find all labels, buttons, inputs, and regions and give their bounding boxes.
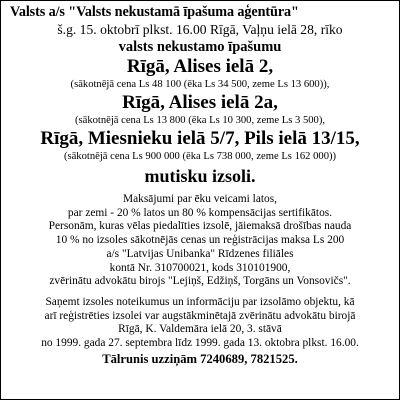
organizer-title: Valsts a/s "Valsts nekustamā īpašuma aģentūra" [10, 4, 299, 20]
auction-type-heading: mutisku izsoli. [144, 166, 256, 186]
property-address-3: Rīgā, Miesnieku ielā 5/7, Pils ielā 13/15, [40, 128, 360, 149]
contact-phone: Tālrunis uzziņām 7240689, 7821525. [102, 351, 298, 366]
payment-line: zvērinātu advokātu birojs "Lejiņš, Edžiņš, Torgāns un Vonsovičs". [49, 275, 351, 288]
payment-line: par zemi - 20 % latos un 80 % kompensācijas sertifikātos. [67, 206, 333, 219]
payment-line: Maksājumi par ēku veicami latos, [122, 193, 278, 205]
registration-line: Rīgā, K. Valdemāra ielā 20, 3. stāvā [118, 323, 282, 336]
payment-line: Personām, kuras vēlas piedalīties izsolē, jāiemaksā drošības nauda [48, 220, 352, 233]
property-address-1: Rīgā, Alises ielā 2, [126, 56, 274, 77]
registration-line: arī reģistrēties izsolei var augstākminētajā zvērinātu advokātu birojā [44, 309, 356, 322]
property-price-1: (sākotnējā cena Ls 48 100 (ēka Ls 34 500, zeme Ls 13 600)), [70, 79, 330, 90]
auction-subject: valsts nekustamo īpašumu [118, 39, 282, 55]
payment-line: 10 % no izsoles sākotnējās cenas un reģistrācijas maksa Ls 200 [55, 234, 345, 247]
property-price-2: (sākotnējā cena Ls 13 800 (ēka Ls 10 300, zeme Ls 3 500), [74, 115, 326, 126]
auction-date-location: š.g. 15. oktobrī plkst. 16.00 Rīgā, Vaļņu ielā 28, rīko [57, 22, 343, 37]
payment-line: a/s "Latvijas Unibanka" Rīdzenes filiāles [106, 247, 294, 260]
property-address-2: Rīgā, Alises ielā 2a, [122, 92, 278, 113]
registration-line: Saņemt izsoles noteikumus un informāciju par izsolāmo objektu, kā [45, 295, 355, 308]
property-price-3: (sākotnējā cena Ls 900 000 (ēka Ls 738 000, zeme Ls 162 000)) [63, 151, 337, 162]
payment-line: kontā Nr. 310700021, kods 310101900, [109, 261, 291, 274]
registration-line: no 1999. gada 27. septembra līdz 1999. gada 13. oktobra plkst. 16.00. [41, 337, 359, 350]
